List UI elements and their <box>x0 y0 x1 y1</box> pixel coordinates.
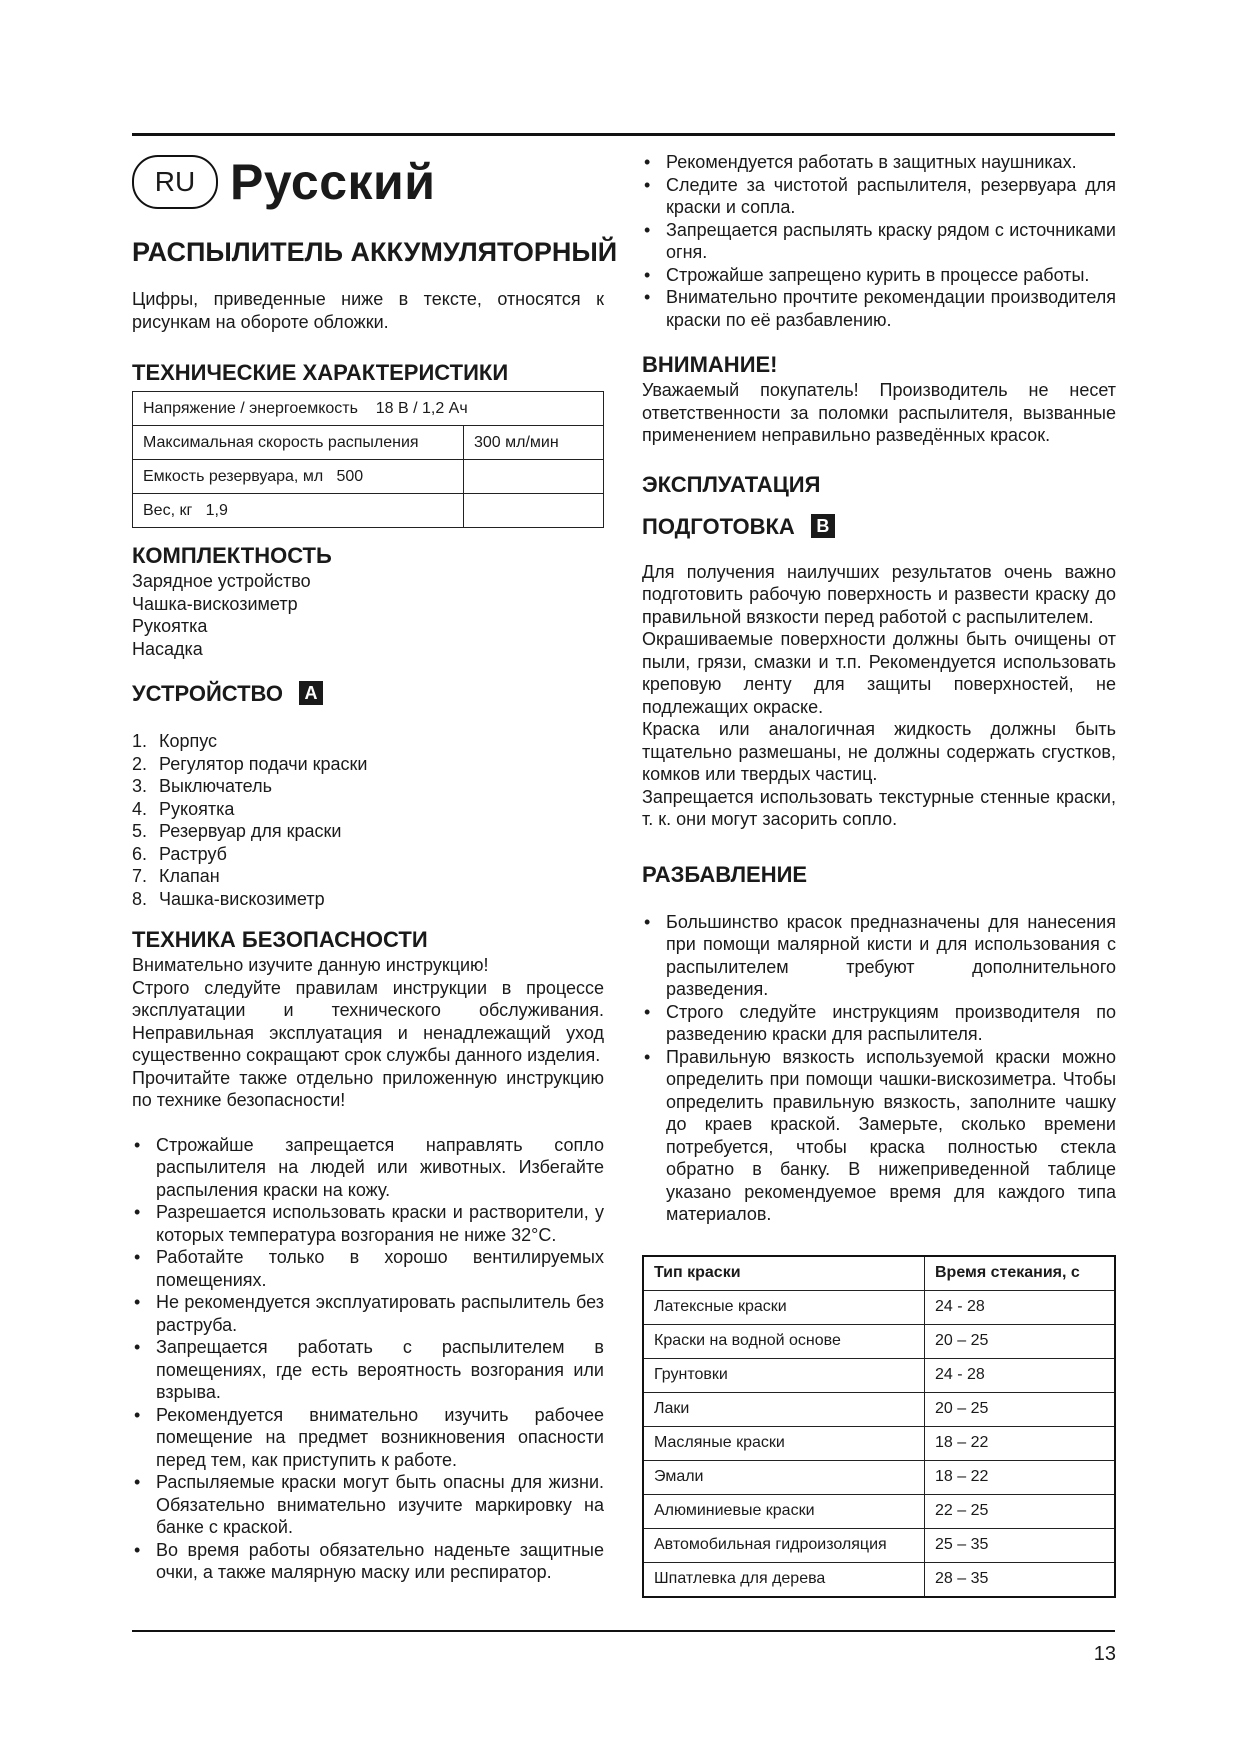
paint-type: Грунтовки <box>643 1358 925 1392</box>
list-item: • Рекомендуется работать в защитных наушниках. <box>642 151 1116 174</box>
language-badge: RU <box>132 155 218 209</box>
flow-time: 20 – 25 <box>925 1392 1116 1426</box>
paint-type: Краски на водной основе <box>643 1324 925 1358</box>
spec-empty-cell <box>464 494 604 528</box>
flow-time: 25 – 35 <box>925 1528 1116 1562</box>
list-item: 5. Резервуар для краски <box>132 821 342 841</box>
list-item: 2. Регулятор подачи краски <box>132 753 368 774</box>
paint-type: Шпатлевка для дерева <box>643 1562 925 1597</box>
list-item: • Правильную вязкость используемой краски можно определить при помощи чашки-вискозиметра. Чтобы определить правильную вязкость, заполните чашку до краев краской. Замерьте, сколько времени потребуется, чтобы краска полностью стекла обратно в банку. В нижеприведенной таблице указано рекомендуемое время для каждого типа материалов. <box>642 1046 1116 1226</box>
flow-time: 22 – 25 <box>925 1494 1116 1528</box>
paint-type: Алюминиевые краски <box>643 1494 925 1528</box>
list-item: • Строжайше запрещается направлять сопло распылителя на людей или животных. Избегайте распыления краски на кожу. <box>132 1134 604 1202</box>
specs-table <box>132 391 604 528</box>
spec-label: Напряжение / энергоемкость <box>143 399 358 417</box>
list-item: • Большинство красок предназначены для нанесения при помощи малярной кисти и для использования с распылителем требуют дополнительного разведения. <box>642 911 1116 1001</box>
table-row <box>643 1358 1115 1392</box>
preparation-paragraph: Окрашиваемые поверхности должны быть очищены от пыли, грязи, смазки и т.п. Рекомендуется использовать креповую ленту для защиты поверхностей, не подлежащих окраске. <box>642 629 1116 717</box>
paint-type: Масляные краски <box>643 1426 925 1460</box>
table-row <box>643 1494 1115 1528</box>
list-item: 3. Выключатель <box>132 776 272 796</box>
kit-heading: КОМПЛЕКТНОСТЬ <box>132 543 332 568</box>
figure-a-marker: A <box>299 681 323 705</box>
list-item: • Разрешается использовать краски и растворители, у которых температура возгорания не ниже 32°C. <box>132 1201 604 1246</box>
language-title: Русский <box>230 154 436 210</box>
attention-heading: ВНИМАНИЕ! <box>642 352 778 377</box>
table-row <box>643 1528 1115 1562</box>
table-row <box>133 426 604 460</box>
safety-paragraph: Строго следуйте правилам инструкции в процессе эксплуатации и технического обслуживания. Неправильная эксплуатация и ненадлежащий уход существенно сокращают срок службы данного изделия. <box>132 977 604 1065</box>
spec-value: 18 В / 1,2 Ач <box>375 399 468 417</box>
table-header-row <box>643 1256 1115 1291</box>
table-row <box>643 1562 1115 1597</box>
flow-time: 20 – 25 <box>925 1324 1116 1358</box>
list-item: • Строго следуйте инструкциям производителя по разведению краски для распылителя. <box>642 1001 1116 1046</box>
kit-list <box>132 570 604 660</box>
column-header: Время стекания, с <box>925 1256 1116 1291</box>
table-row <box>643 1426 1115 1460</box>
left-column <box>132 150 618 1584</box>
table-row <box>133 392 604 426</box>
figure-b-marker: B <box>811 514 835 538</box>
table-row <box>643 1290 1115 1324</box>
list-item: Чашка-вискозиметр <box>132 593 298 614</box>
attention-text: Уважаемый покупатель! Производитель не несет ответственности за поломки распылителя, вызванные применением неправильно разведённых красок. <box>642 380 1116 445</box>
language-header <box>132 150 604 214</box>
spec-value: 1,9 <box>205 501 228 519</box>
spec-cell <box>133 392 604 426</box>
list-item: • Рекомендуется внимательно изучить рабочее помещение на предмет возникновения опасности перед тем, как приступить к работе. <box>132 1404 604 1472</box>
table-row <box>133 460 604 494</box>
flow-time: 18 – 22 <box>925 1460 1116 1494</box>
safety-bullets-continued <box>642 151 1116 331</box>
spec-value: 300 мл/мин <box>464 426 604 460</box>
preparation-paragraph: Запрещается использовать текстурные стенные краски, т. к. они могут засорить сопло. <box>642 786 1116 829</box>
spec-label: Вес, кг <box>143 501 193 519</box>
table-row <box>133 494 604 528</box>
table-row <box>643 1460 1115 1494</box>
list-item: Рукоятка <box>132 616 208 636</box>
list-item: • Следите за чистотой распылителя, резервуара для краски и сопла. <box>642 174 1116 219</box>
flow-time: 24 - 28 <box>925 1290 1116 1324</box>
list-item: 8. Чашка-вискозиметр <box>132 888 325 909</box>
list-item: 1. Корпус <box>132 731 218 751</box>
top-rule <box>132 133 1115 136</box>
page-number: 13 <box>1093 1643 1116 1665</box>
preparation-heading-text: ПОДГОТОВКА <box>642 513 795 539</box>
spec-cell <box>133 494 464 528</box>
flow-time: 28 – 35 <box>925 1562 1116 1597</box>
spec-label: Емкость резервуара, мл <box>143 467 324 485</box>
table-row <box>643 1392 1115 1426</box>
paint-type: Эмали <box>643 1460 925 1494</box>
list-item: • Работайте только в хорошо вентилируемых помещениях. <box>132 1246 604 1291</box>
dilution-heading: РАЗБАВЛЕНИЕ <box>642 861 808 887</box>
list-item: • Во время работы обязательно наденьте защитные очки, а также малярную маску или респиратор. <box>132 1539 604 1584</box>
paint-type: Латексные краски <box>643 1290 925 1324</box>
dilution-bullets <box>642 911 1116 1226</box>
spec-value: 500 <box>336 467 364 485</box>
flow-time: 18 – 22 <box>925 1426 1116 1460</box>
spec-cell <box>133 460 464 494</box>
flow-time-table <box>642 1255 1116 1598</box>
spec-empty-cell <box>464 460 604 494</box>
list-item: Насадка <box>132 638 203 659</box>
intro-text: Цифры, приведенные ниже в тексте, относятся к рисункам на обороте обложки. <box>132 289 604 332</box>
column-header: Тип краски <box>643 1256 925 1291</box>
preparation-paragraph: Для получения наилучших результатов очень важно подготовить рабочую поверхность и развести краску до правильной вязкости перед работой с распылителем. <box>642 561 1116 627</box>
safety-bullets <box>132 1134 604 1584</box>
bottom-rule <box>132 1630 1115 1632</box>
specs-heading: ТЕХНИЧЕСКИЕ ХАРАКТЕРИСТИКИ <box>132 360 509 385</box>
list-item: 6. Раструб <box>132 843 227 864</box>
safety-heading: ТЕХНИКА БЕЗОПАСНОСТИ <box>132 927 428 952</box>
device-heading <box>132 680 604 708</box>
paint-type: Автомобильная гидроизоляция <box>643 1528 925 1562</box>
spec-label: Максимальная скорость распыления <box>133 426 464 460</box>
list-item: • Не рекомендуется эксплуатировать распылитель без раструба. <box>132 1291 604 1336</box>
paint-type: Лаки <box>643 1392 925 1426</box>
safety-paragraph: Прочитайте также отдельно приложенную инструкцию по технике безопасности! <box>132 1067 604 1110</box>
preparation-paragraph: Краска или аналогичная жидкость должны быть тщательно размешаны, не должны содержать сгустков, комков или твердых частиц. <box>642 719 1116 784</box>
list-item: • Запрещается работать с распылителем в помещениях, где есть вероятность возгорания или взрыва. <box>132 1336 604 1404</box>
flow-time: 24 - 28 <box>925 1358 1116 1392</box>
document-title: РАСПЫЛИТЕЛЬ АККУМУЛЯТОРНЫЙ <box>132 237 618 267</box>
table-row <box>643 1324 1115 1358</box>
list-item: • Строжайше запрещено курить в процессе работы. <box>642 264 1116 287</box>
safety-paragraph: Внимательно изучите данную инструкцию! <box>132 955 489 975</box>
list-item: • Запрещается распылять краску рядом с источниками огня. <box>642 219 1116 264</box>
list-item: • Распыляемые краски могут быть опасны для жизни. Обязательно внимательно изучите маркировку на банке с краской. <box>132 1471 604 1539</box>
operation-heading: ЭКСПЛУАТАЦИЯ <box>642 471 821 497</box>
list-item: • Внимательно прочтите рекомендации производителя краски по её разбавлению. <box>642 286 1116 331</box>
list-item: Зарядное устройство <box>132 571 311 591</box>
device-parts-list <box>132 730 604 910</box>
right-column <box>642 151 1116 1598</box>
list-item: 4. Рукоятка <box>132 798 235 819</box>
preparation-heading <box>642 513 1116 541</box>
device-heading-text: УСТРОЙСТВО <box>132 681 284 706</box>
list-item: 7. Клапан <box>132 866 220 886</box>
